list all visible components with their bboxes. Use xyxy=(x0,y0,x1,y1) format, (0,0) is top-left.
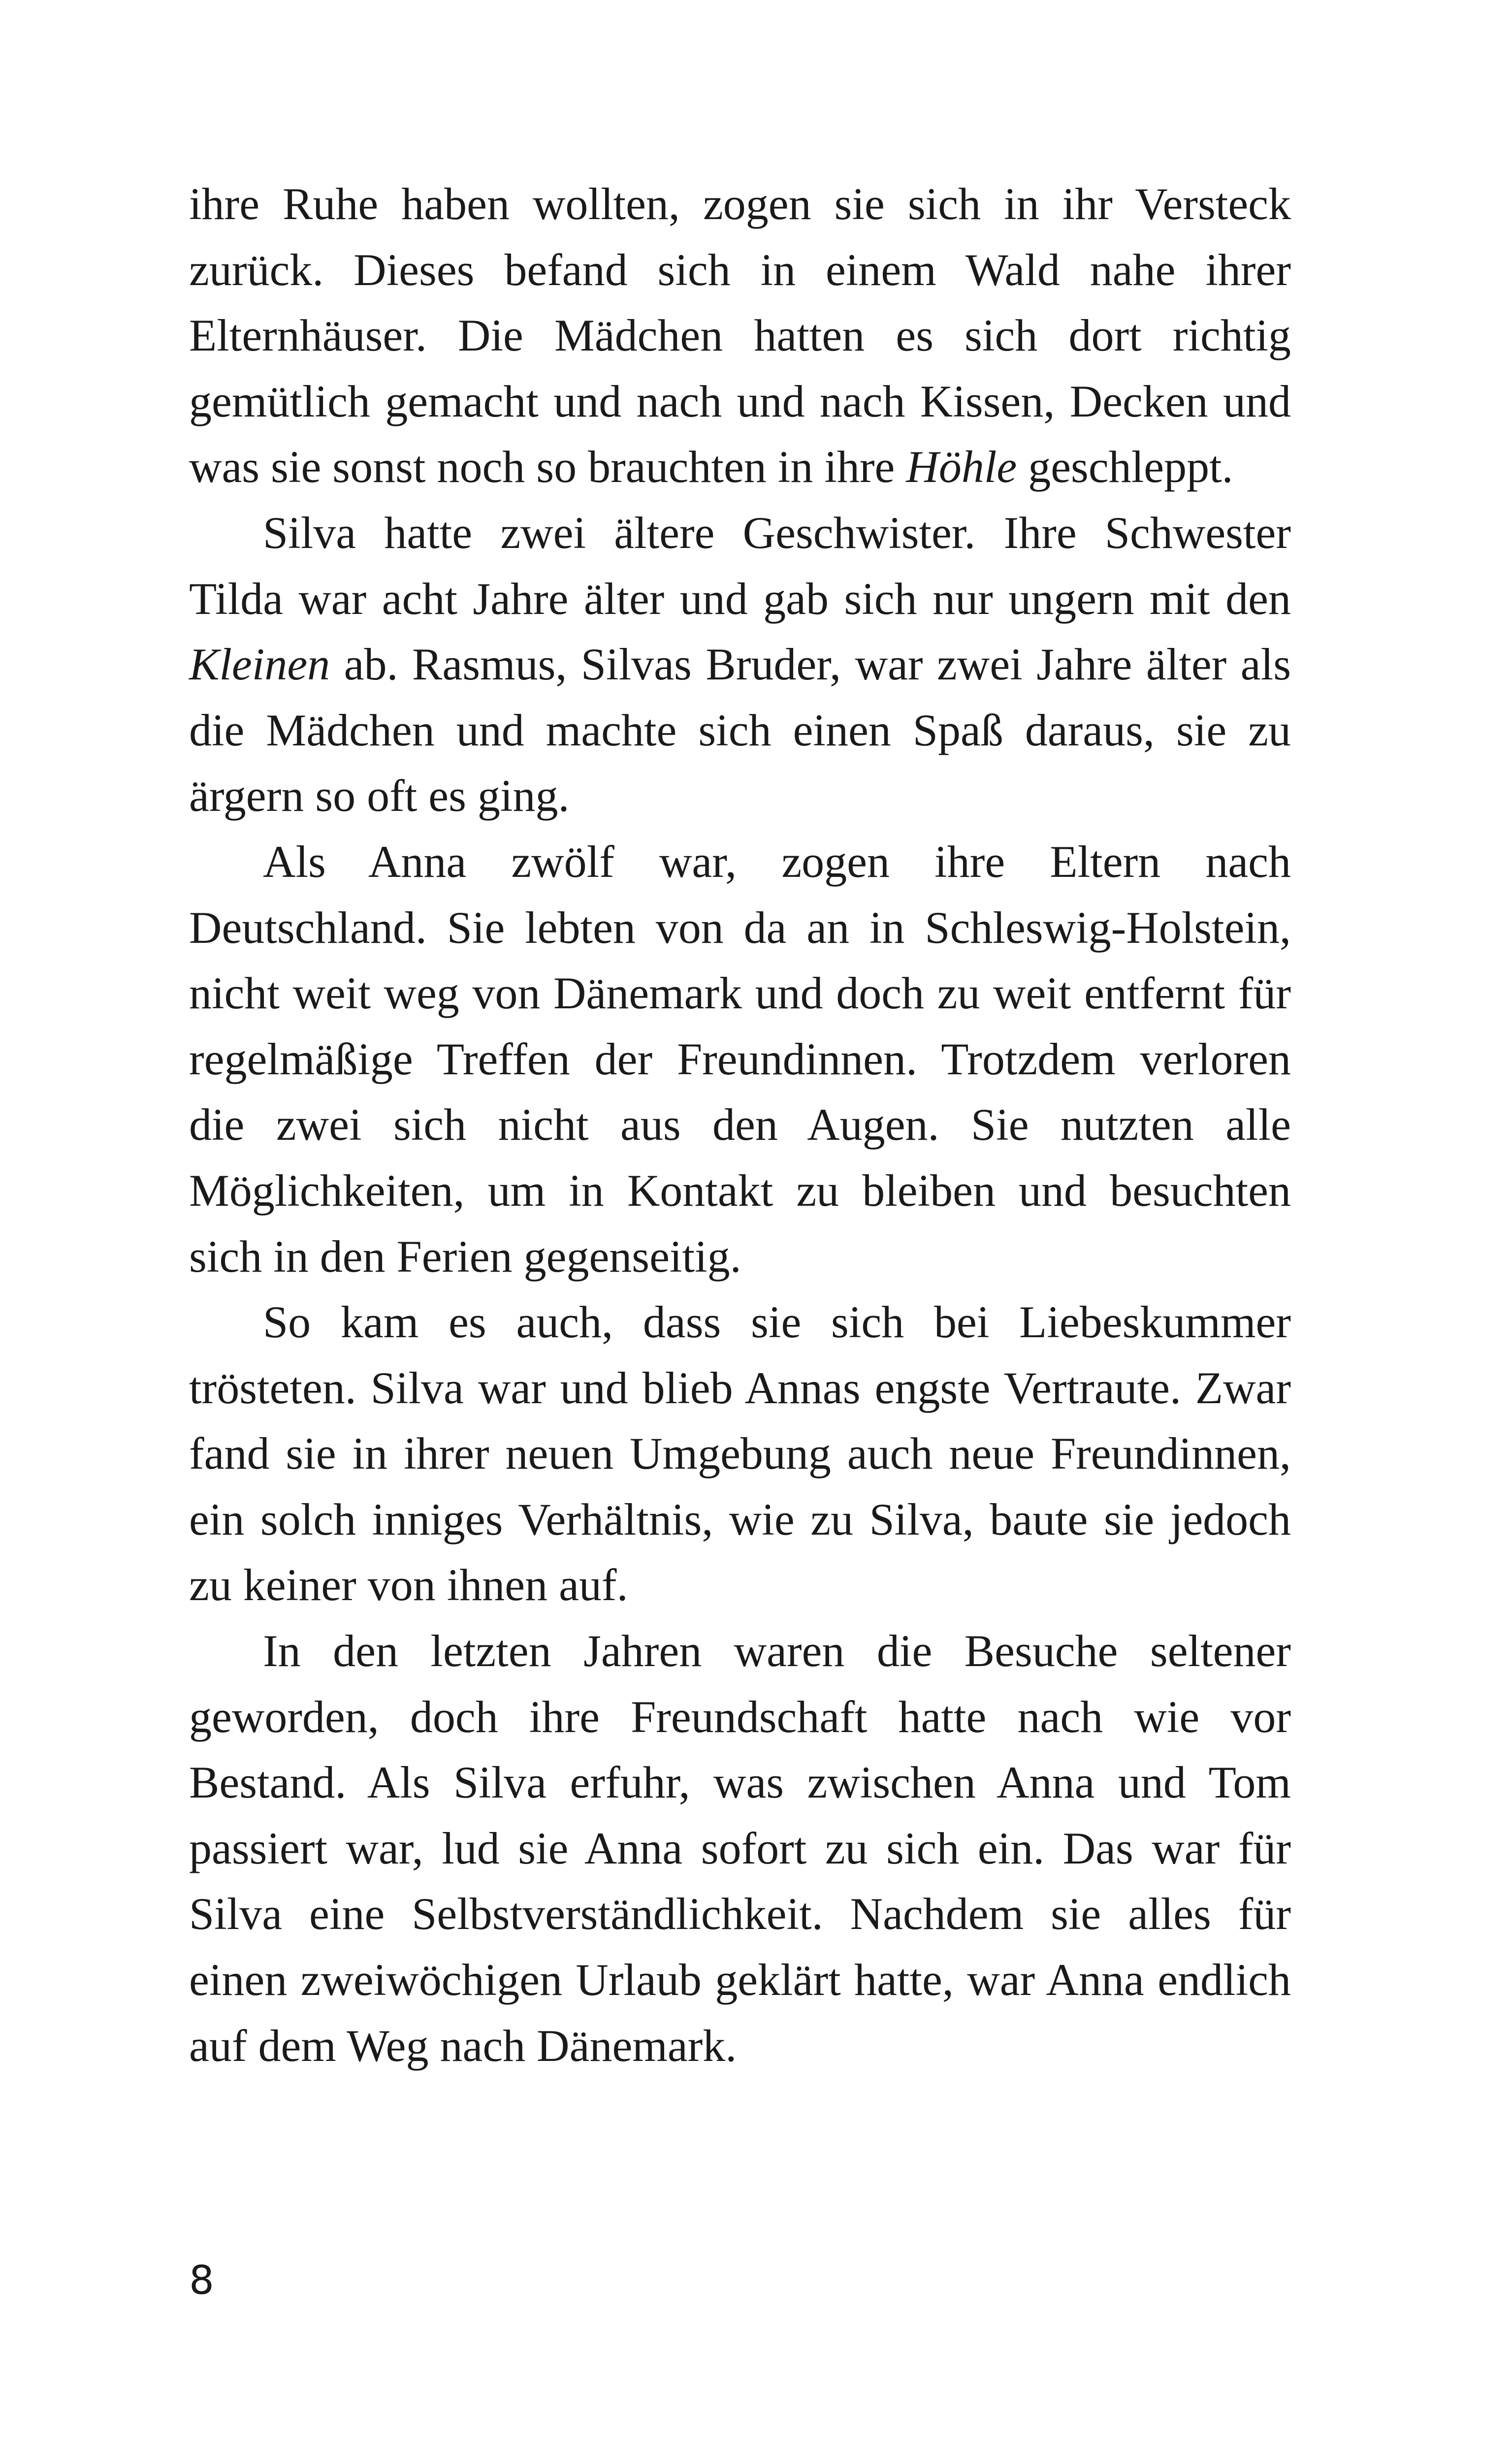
paragraph-1-emphasis: Höhle xyxy=(906,442,1017,492)
paragraph-3-text: Als Anna zwölf war, zogen ihre Eltern nach Deutschland. Sie lebten von da an in Schleswig-Holstein, nicht weit weg von Dänemark und doch zu weit entfernt für regelmäßige Treffen der Freundinnen. Trotzdem verloren die zwei sich nicht aus den Augen. Sie nutzten alle Möglichkeiten, um in Kontakt zu bleiben und besuchten sich in den Ferien gegenseitig. xyxy=(189,836,1291,1282)
paragraph-1 xyxy=(189,171,1291,500)
paragraph-5 xyxy=(189,1618,1291,2079)
page-number: 8 xyxy=(189,2257,214,2303)
body-text xyxy=(189,171,1291,2079)
paragraph-2-text-a: Silva hatte zwei ältere Geschwister. Ihre Schwester Tilda war acht Jahre älter und gab sich nur ungern mit den xyxy=(189,507,1291,624)
paragraph-1-text-b: geschleppt. xyxy=(1017,442,1233,492)
paragraph-4 xyxy=(189,1289,1291,1618)
paragraph-4-text: So kam es auch, dass sie sich bei Liebeskummer trösteten. Silva war und blieb Annas engste Vertraute. Zwar fand sie in ihrer neuen Umgebung auch neue Freundinnen, ein solch inniges Verhältnis, wie zu Silva, baute sie jedoch zu keiner von ihnen auf. xyxy=(189,1297,1291,1610)
paragraph-2 xyxy=(189,500,1291,829)
paragraph-5-text: In den letzten Jahren waren die Besuche seltener geworden, doch ihre Freundschaft hatte nach wie vor Bestand. Als Silva erfuhr, was zwischen Anna und Tom passiert war, lud sie Anna sofort zu sich ein. Das war für Silva eine Selbstverständlichkeit. Nachdem sie alles für einen zweiwöchigen Urlaub geklärt hatte, war Anna endlich auf dem Weg nach Dänemark. xyxy=(189,1626,1291,2071)
paragraph-2-emphasis: Kleinen xyxy=(189,639,330,690)
paragraph-3 xyxy=(189,829,1291,1289)
paragraph-1-text-a: ihre Ruhe haben wollten, zogen sie sich in ihr Versteck zurück. Dieses befand sich in einem Wald nahe ihrer Elternhäuser. Die Mädchen hatten es sich dort richtig gemütlich gemacht und nach und nach Kissen, Decken und was sie sonst noch so brauchten in ihre xyxy=(189,179,1291,492)
paragraph-2-text-b: ab. Rasmus, Silvas Bruder, war zwei Jahre älter als die Mädchen und machte sich einen Spaß daraus, sie zu ärgern so oft es ging. xyxy=(189,639,1291,821)
